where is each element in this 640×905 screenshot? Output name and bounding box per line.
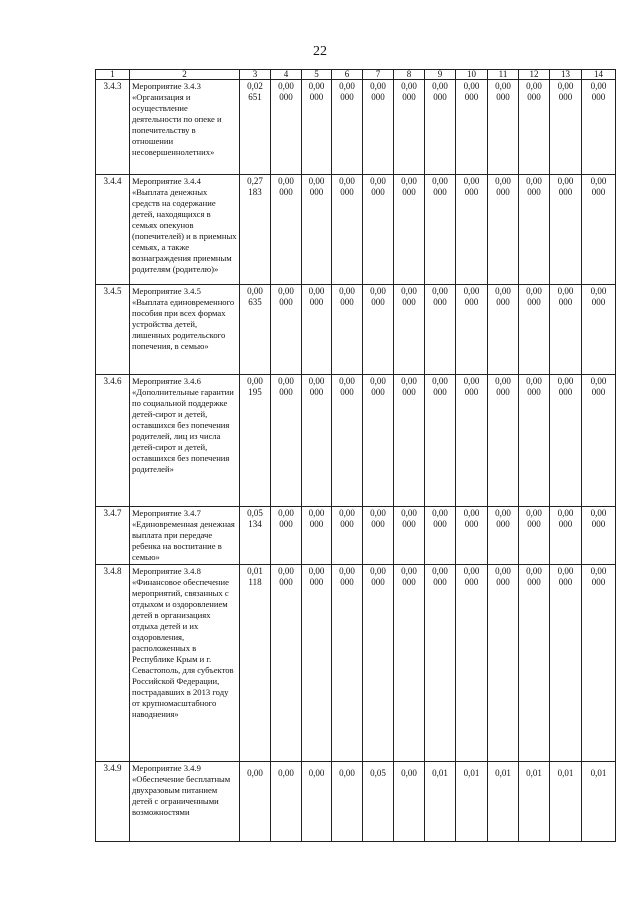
row-number: 3.4.3	[96, 80, 130, 175]
value-cell: 0,00 000	[271, 175, 302, 285]
value-cell: 0,00 000	[302, 375, 332, 507]
column-header: 14	[582, 70, 616, 80]
value-cell: 0,00 000	[550, 507, 582, 565]
value-cell: 0,00 000	[394, 285, 425, 375]
value-cell: 0,00 000	[519, 375, 550, 507]
value-cell: 0,00 000	[488, 175, 519, 285]
value-cell: 0,00 000	[302, 285, 332, 375]
value-cell: 0,00 000	[519, 565, 550, 762]
value-cell: 0,27 183	[240, 175, 271, 285]
row-number: 3.4.5	[96, 285, 130, 375]
value-cell: 0,00 000	[582, 565, 616, 762]
value-cell: 0,00 000	[550, 80, 582, 175]
value-cell: 0,00 000	[550, 175, 582, 285]
value-cell: 0,00 000	[456, 80, 488, 175]
value-cell: 0,00 000	[363, 375, 394, 507]
value-cell: 0,00	[394, 762, 425, 842]
column-header: 6	[332, 70, 363, 80]
value-cell: 0,01	[582, 762, 616, 842]
value-cell: 0,00 000	[394, 80, 425, 175]
value-cell: 0,00 000	[456, 565, 488, 762]
value-cell: 0,05 134	[240, 507, 271, 565]
value-cell: 0,00 000	[271, 565, 302, 762]
value-cell: 0,01	[456, 762, 488, 842]
table-row	[96, 285, 616, 375]
value-cell: 0,00 000	[363, 507, 394, 565]
value-cell: 0,00 000	[425, 285, 456, 375]
column-header: 13	[550, 70, 582, 80]
value-cell: 0,00 000	[363, 175, 394, 285]
value-cell: 0,00	[302, 762, 332, 842]
value-cell: 0,00 000	[363, 80, 394, 175]
value-cell: 0,00 000	[519, 285, 550, 375]
column-header: 2	[130, 70, 240, 80]
value-cell: 0,00 000	[582, 285, 616, 375]
value-cell: 0,00 000	[550, 565, 582, 762]
value-cell: 0,00 000	[302, 80, 332, 175]
value-cell: 0,00 000	[582, 175, 616, 285]
value-cell: 0,00 000	[582, 80, 616, 175]
measure-name: Мероприятие 3.4.5 «Выплата единовременного пособия при всех формах устройства детей, лишенных родительского попечения, в семью»	[130, 285, 240, 375]
value-cell: 0,00 000	[363, 565, 394, 762]
row-number: 3.4.9	[96, 762, 130, 842]
column-header: 8	[394, 70, 425, 80]
table-row	[96, 565, 616, 762]
value-cell: 0,00 000	[271, 507, 302, 565]
table-row	[96, 175, 616, 285]
value-cell: 0,00 000	[488, 285, 519, 375]
value-cell: 0,01 118	[240, 565, 271, 762]
column-header: 5	[302, 70, 332, 80]
page-number: 22	[313, 44, 327, 59]
value-cell: 0,00 000	[456, 375, 488, 507]
value-cell: 0,00 000	[488, 375, 519, 507]
value-cell: 0,00 000	[394, 375, 425, 507]
row-number: 3.4.8	[96, 565, 130, 762]
value-cell: 0,00 000	[519, 175, 550, 285]
measure-name: Мероприятие 3.4.3 «Организация и осуществление деятельности по опеке и попечительству в отношении несовершеннолетних»	[130, 80, 240, 175]
value-cell: 0,00 000	[332, 565, 363, 762]
column-header: 4	[271, 70, 302, 80]
column-header: 3	[240, 70, 271, 80]
value-cell: 0,00 000	[488, 80, 519, 175]
value-cell: 0,00 000	[394, 565, 425, 762]
value-cell: 0,01	[488, 762, 519, 842]
column-header: 10	[456, 70, 488, 80]
table-row	[96, 80, 616, 175]
value-cell: 0,00 000	[271, 285, 302, 375]
value-cell: 0,00 000	[425, 375, 456, 507]
value-cell: 0,00 000	[363, 285, 394, 375]
value-cell: 0,00 000	[302, 175, 332, 285]
value-cell: 0,00 000	[582, 507, 616, 565]
value-cell: 0,00 000	[456, 285, 488, 375]
value-cell: 0,00 000	[582, 375, 616, 507]
value-cell: 0,00 195	[240, 375, 271, 507]
row-number: 3.4.4	[96, 175, 130, 285]
value-cell: 0,00 000	[425, 565, 456, 762]
value-cell: 0,00 000	[302, 507, 332, 565]
value-cell: 0,00	[332, 762, 363, 842]
value-cell: 0,00 000	[302, 565, 332, 762]
measure-name: Мероприятие 3.4.8 «Финансовое обеспечение мероприятий, связанных с отдыхом и оздоровлением детей в организациях отдыха детей и их оздоровления, расположенных в Республике Крым и г. Севастополь, для субъектов Российской Федерации, пострадавших в 2013 году от крупномасштабного наводнения»	[130, 565, 240, 762]
value-cell: 0,00 000	[550, 285, 582, 375]
value-cell: 0,01	[550, 762, 582, 842]
value-cell: 0,00 000	[332, 507, 363, 565]
table-row	[96, 375, 616, 507]
column-header: 11	[488, 70, 519, 80]
measure-name: Мероприятие 3.4.7 «Единовременная денежная выплата при передаче ребенка на воспитание в семью»	[130, 507, 240, 565]
value-cell: 0,00 000	[271, 80, 302, 175]
value-cell: 0,00 000	[425, 175, 456, 285]
indicators-table	[95, 69, 616, 842]
value-cell: 0,00 000	[394, 175, 425, 285]
column-header: 9	[425, 70, 456, 80]
column-header: 7	[363, 70, 394, 80]
value-cell: 0,00 000	[488, 507, 519, 565]
column-header: 12	[519, 70, 550, 80]
value-cell: 0,00 000	[519, 507, 550, 565]
value-cell: 0,00 635	[240, 285, 271, 375]
value-cell: 0,00 000	[425, 507, 456, 565]
value-cell: 0,00 000	[456, 175, 488, 285]
table-row	[96, 762, 616, 842]
value-cell: 0,00 000	[332, 375, 363, 507]
value-cell: 0,00 000	[271, 375, 302, 507]
value-cell: 0,00 000	[332, 285, 363, 375]
measure-name: Мероприятие 3.4.4 «Выплата денежных средств на содержание детей, находящихся в семьях опекунов (попечителей) и в приемных семьях, а также вознаграждения приемным родителям (родителю)»	[130, 175, 240, 285]
value-cell: 0,00	[271, 762, 302, 842]
row-number: 3.4.7	[96, 507, 130, 565]
value-cell: 0,00 000	[332, 175, 363, 285]
column-header: 1	[96, 70, 130, 80]
value-cell: 0,00 000	[394, 507, 425, 565]
value-cell: 0,05	[363, 762, 394, 842]
table-row	[96, 507, 616, 565]
row-number: 3.4.6	[96, 375, 130, 507]
value-cell: 0,00 000	[519, 80, 550, 175]
measure-name: Мероприятие 3.4.9 «Обеспечение бесплатным двухразовым питанием детей с ограниченными возможностями	[130, 762, 240, 842]
value-cell: 0,00 000	[425, 80, 456, 175]
value-cell: 0,00	[240, 762, 271, 842]
header-row	[96, 70, 616, 80]
value-cell: 0,00 000	[332, 80, 363, 175]
value-cell: 0,01	[519, 762, 550, 842]
value-cell: 0,00 000	[550, 375, 582, 507]
value-cell: 0,02 651	[240, 80, 271, 175]
value-cell: 0,01	[425, 762, 456, 842]
value-cell: 0,00 000	[456, 507, 488, 565]
value-cell: 0,00 000	[488, 565, 519, 762]
measure-name: Мероприятие 3.4.6 «Дополнительные гарантии по социальной поддержке детей-сирот и детей, оставшихся без попечения родителей, лиц из числа детей-сирот и детей, оставшихся без попечения родителей»	[130, 375, 240, 507]
